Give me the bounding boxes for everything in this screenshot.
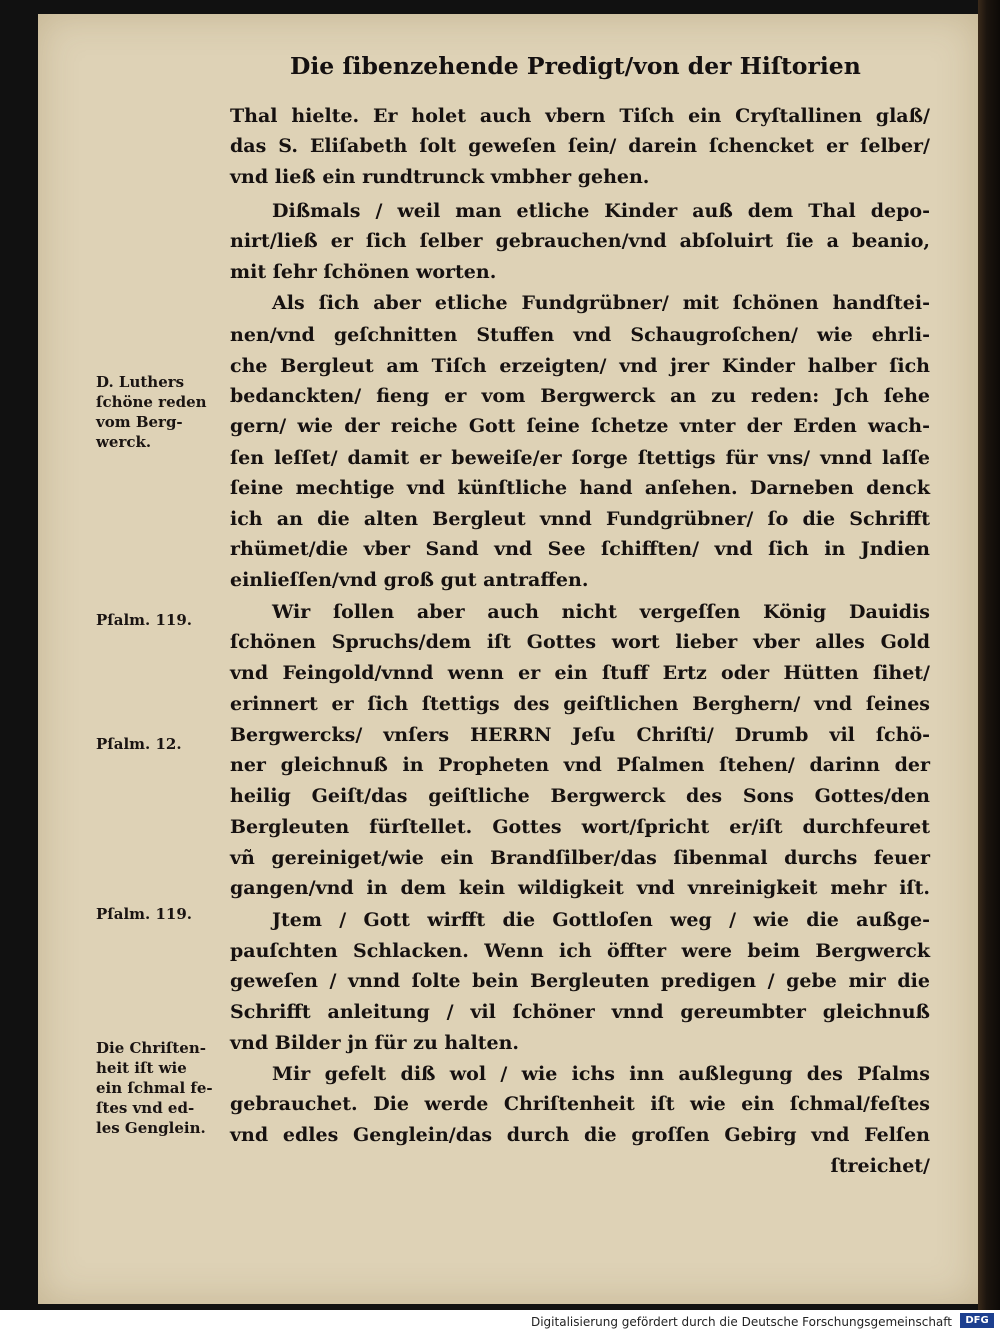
marginal-note-line: ein ſchmal fe- — [96, 1079, 213, 1097]
body-line: Als ſich aber etliche Fundgrübner/ mit ſchönen handſtei- — [272, 292, 930, 314]
body-line: Jtem / Gott wirfft die Gottloſen weg / wie die außge- — [272, 909, 930, 931]
body-line: vnd Bilder jn für zu halten. — [230, 1032, 520, 1054]
body-line: gangen/vnd in dem kein wildigkeit vnd vnreinigkeit mehr iſt. — [230, 877, 930, 899]
body-line: Dißmals / weil man etliche Kinder auß dem Thal depo- — [272, 200, 930, 222]
body-line: vñ gereiniget/wie ein Brandſilber/das ſibenmal durchs feuer — [230, 847, 930, 869]
marginal-note-luther — [96, 372, 226, 452]
marginal-note-line: Pſalm. 12. — [96, 735, 182, 753]
body-line: geweſen / vnnd ſolte bein Bergleuten predigen / gebe mir die — [230, 970, 930, 992]
funding-credit: Digitalisierung gefördert durch die Deutsche Forschungsgemeinschaft — [530, 1315, 952, 1329]
body-line: gern/ wie der reiche Gott ſeine ſchetze vnter der Erden wach- — [230, 415, 930, 437]
body-line: gebrauchet. Die werde Chriſtenheit iſt wie ein ſchmal/feſtes — [230, 1093, 930, 1115]
body-line: einlieſſen/vnd groß gut antraffen. — [230, 569, 589, 591]
body-line: rhümet/die vber Sand vnd See ſchifften/ vnd ſich in Jndien — [230, 538, 930, 560]
body-line: ich an die alten Bergleut vnnd Fundgrübner/ ſo die Schrifft — [230, 508, 930, 530]
body-line: ſchönen Spruchs/dem iſt Gottes wort lieber vber alles Gold — [230, 631, 930, 653]
marginal-note-psalm-119-b — [96, 904, 226, 924]
body-line: nirt/ließ er ſich ſelber gebrauchen/vnd abſoluirt ſie a beanio, — [230, 230, 930, 252]
body-line: Bergleuten fürſtellet. Gottes wort/ſpricht er/iſt durchfeuret — [230, 816, 930, 838]
body-line: heilig Geiſt/das geiſtliche Bergwerck des Sons Gottes/den — [230, 785, 930, 807]
body-line: Bergwercks/ vnſers HERRN Jeſu Chriſti/ Drumb vil ſchö- — [230, 724, 930, 746]
marginal-note-line: vom Berg- — [96, 413, 183, 431]
body-line: das S. Eliſabeth ſolt geweſen ſein/ darein ſchencket er ſelber/ — [230, 135, 930, 157]
dfg-logo: DFG — [960, 1313, 994, 1328]
marginal-note-line: Die Chriſten- — [96, 1039, 206, 1057]
body-line: nen/vnd geſchnitten Stuffen vnd Schaugroſchen/ wie ehrli- — [230, 324, 930, 346]
body-line: ner gleichnuß in Propheten vnd Pſalmen ſtehen/ darinn der — [230, 754, 930, 776]
body-line: ſeine mechtige vnd künſtliche hand anſehen. Darneben denck — [230, 477, 930, 499]
marginal-note-line: Pſalm. 119. — [96, 611, 192, 629]
body-line: vnd ließ ein rundtrunck vmbher gehen. — [230, 166, 650, 188]
page-stack-edge — [978, 0, 1000, 1310]
marginal-note-line: ſchöne reden — [96, 393, 207, 411]
body-line: che Bergleut am Tiſch erzeigten/ vnd jrer Kinder halber ſich — [230, 355, 930, 377]
marginal-note-line: D. Luthers — [96, 373, 185, 391]
body-line: bedanckten/ fieng er vom Bergwerck an zu reden: Jch ſehe — [230, 385, 930, 407]
body-line: ſen leſſet/ damit er beweiſe/er ſorge ſtettigs für vns/ vnnd laſſe — [230, 447, 930, 469]
marginal-note-psalm-12 — [96, 734, 226, 754]
body-line: erinnert er ſich ſtettigs des geiſtlichen Berghern/ vnd ſeines — [230, 693, 930, 715]
body-line: ſtreichet/ — [830, 1155, 930, 1177]
marginal-note-line: Pſalm. 119. — [96, 905, 192, 923]
body-line: Schrifft anleitung / vil ſchöner vnnd gereumbter gleichnuß — [230, 1001, 930, 1023]
marginal-note-christenheit — [96, 1038, 226, 1138]
body-line: mit ſehr ſchönen worten. — [230, 261, 497, 283]
body-line: vnd Feingold/vnnd wenn er ein ſtuff Ertz oder Hütten ſihet/ — [230, 662, 930, 684]
marginal-note-psalm-119-a — [96, 610, 226, 630]
body-line: pauſchten Schlacken. Wenn ich öffter were beim Bergwerck — [230, 940, 930, 962]
running-title: Die ſibenzehende Predigt/von der Hiſtorien — [290, 52, 861, 80]
marginal-note-line: werck. — [96, 433, 152, 451]
body-line: Wir ſollen aber auch nicht vergeſſen König Dauidis — [272, 601, 930, 623]
marginal-note-line: heit iſt wie — [96, 1059, 187, 1077]
body-line: Thal hielte. Er holet auch vbern Tiſch ein Cryſtallinen glaß/ — [230, 105, 930, 127]
body-line: Mir gefelt diß wol / wie ichs inn außlegung des Pſalms — [272, 1063, 930, 1085]
body-line: vnd edles Genglein/das durch die groſſen Gebirg vnd Felſen — [230, 1124, 930, 1146]
marginal-note-line: ſtes vnd ed- — [96, 1099, 195, 1117]
marginal-note-line: les Genglein. — [96, 1119, 206, 1137]
